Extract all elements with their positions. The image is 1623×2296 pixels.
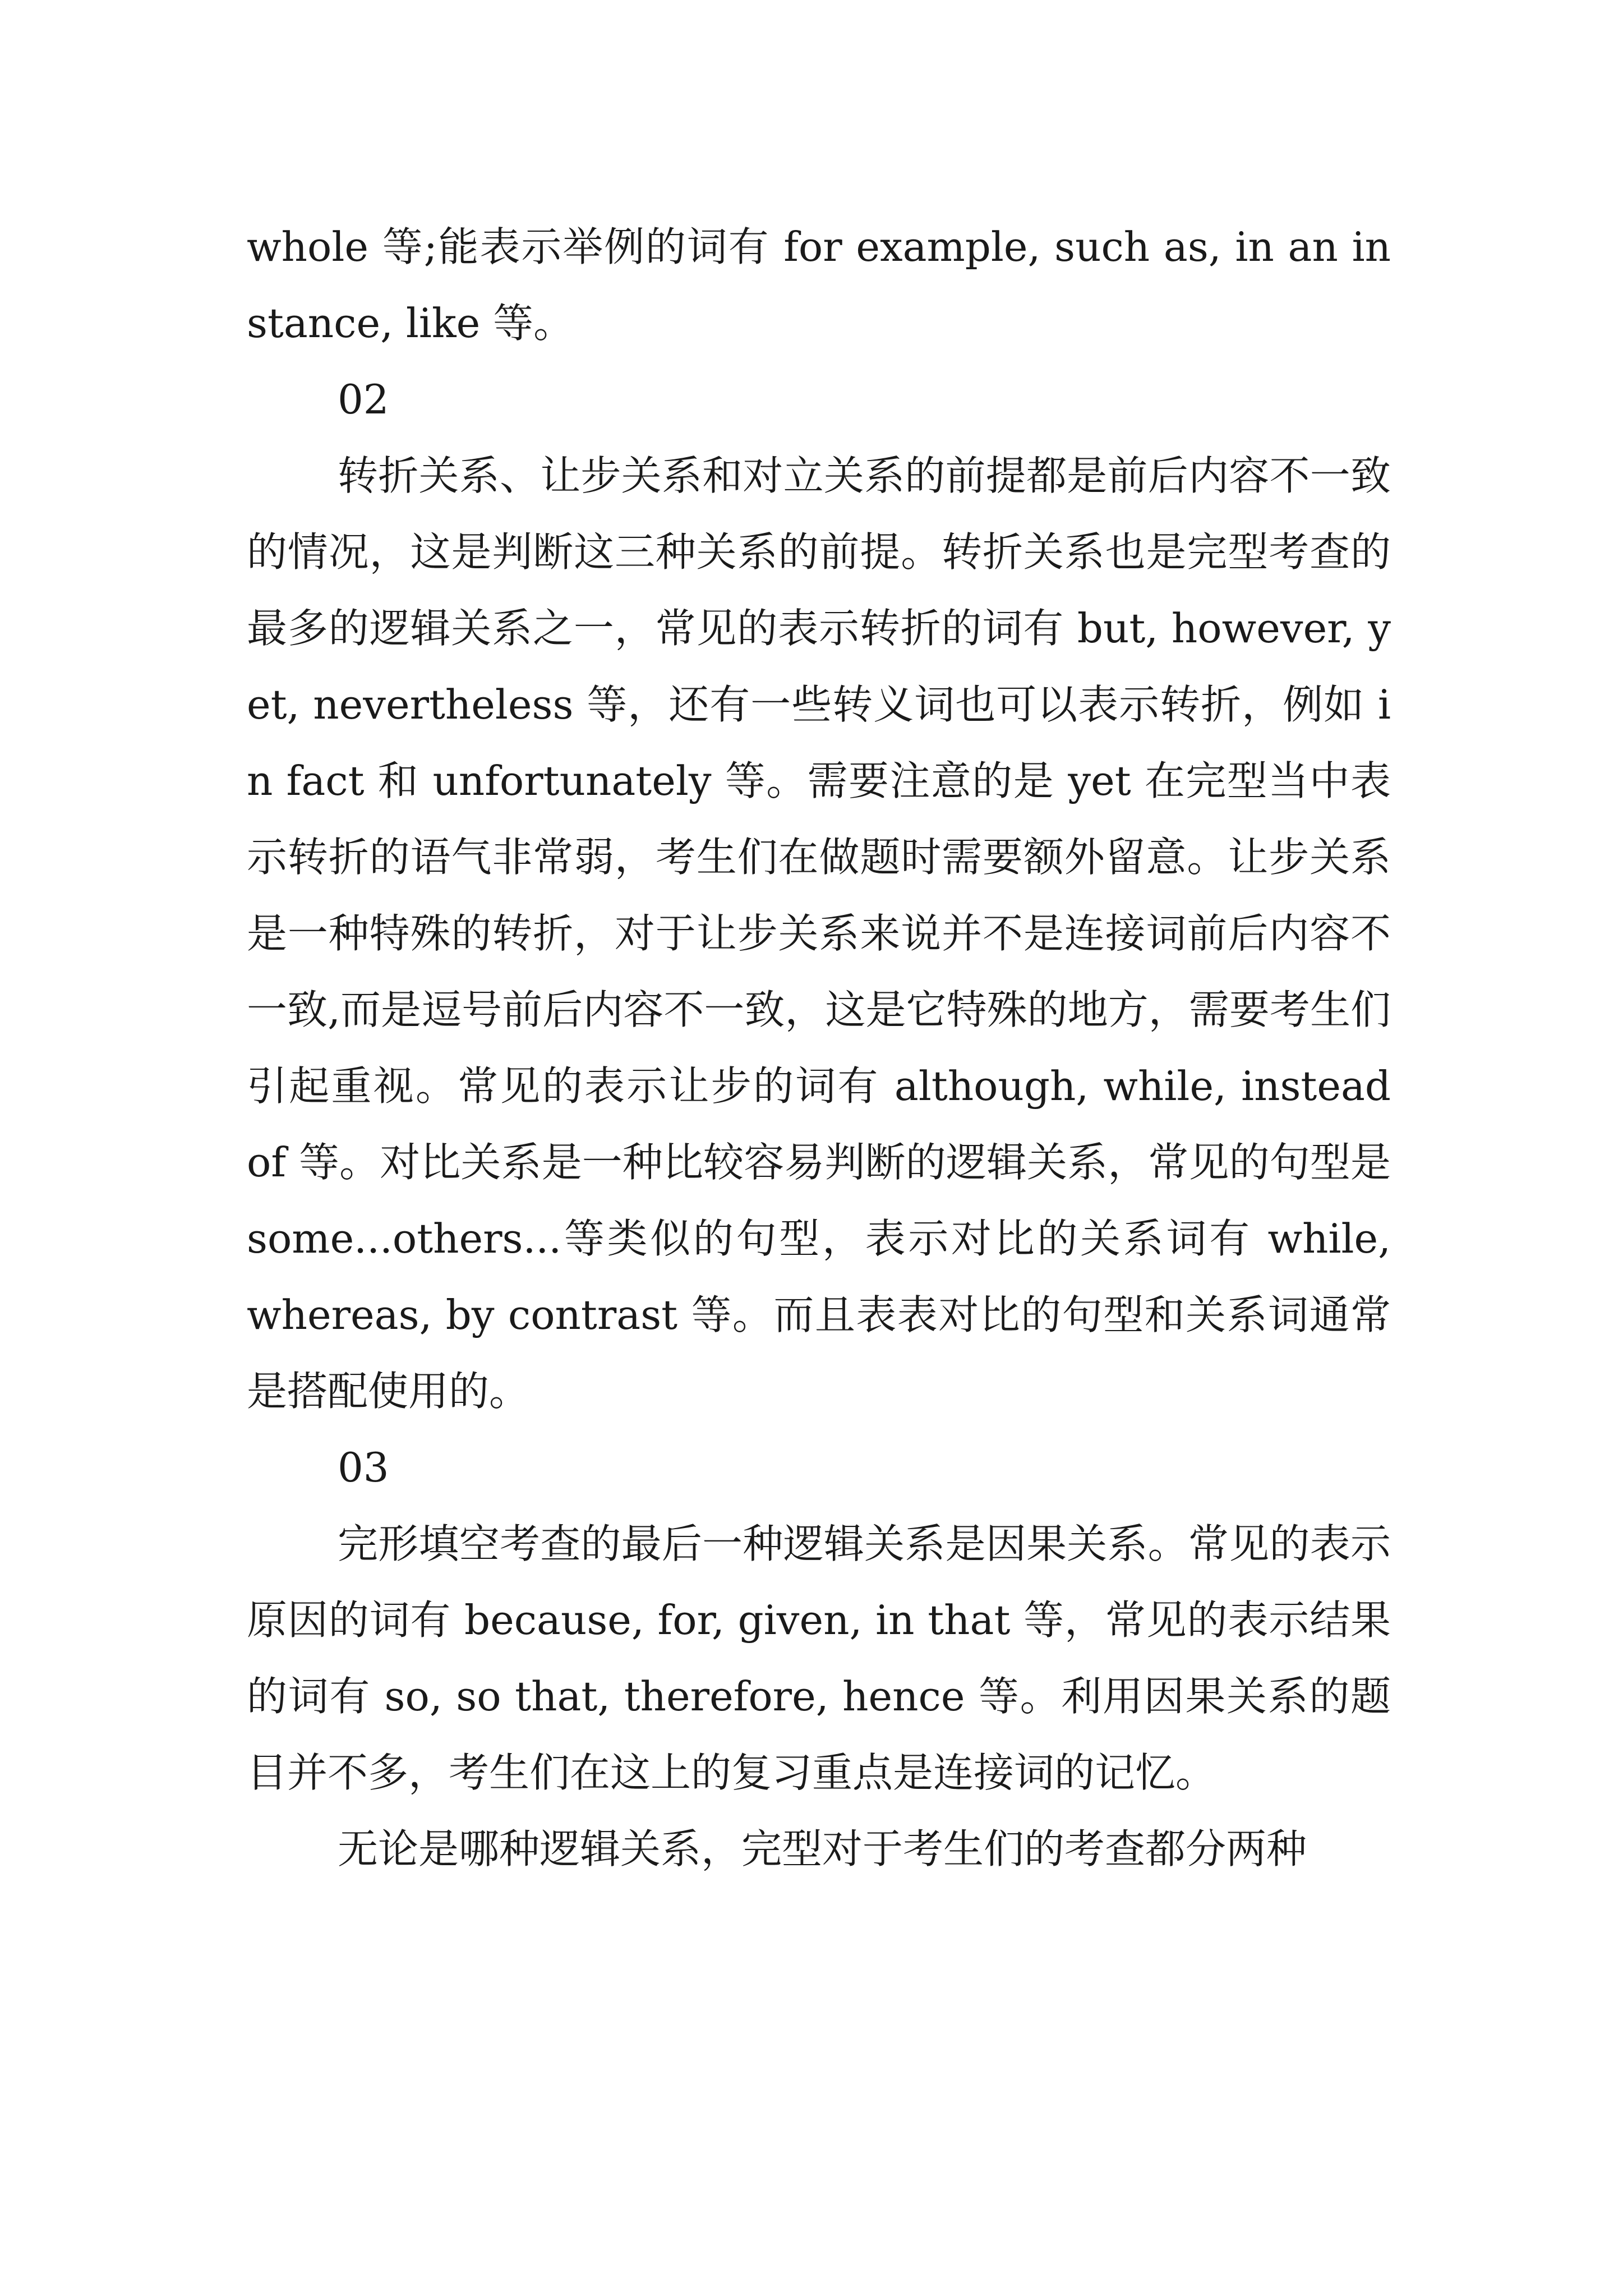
paragraph-closing: 无论是哪种逻辑关系，完型对于考生们的考查都分两种 — [338, 1825, 1307, 1872]
document-body — [247, 209, 1391, 1887]
paragraph-example-words: whole 等;能表示举例的词有 for example, such as, in an instance, like 等。 — [247, 223, 1391, 347]
paragraph-contrast-relations: 转折关系、让步关系和对立关系的前提都是前后内容不一致的情况，这是判断这三种关系的前提。转折关系也是完型考查的最多的逻辑关系之一，常见的表示转折的词有 but, however, yet, nevertheless 等，还有一些转义词也可以表示转折，例如 in fact 和 unfortunately 等。需要注意的是 yet 在完型当中表示转折的语气非常弱，考生们在做题时需要额外留意。让步关系是一种特殊的转折，对于让步关系来说并不是连接词前后内容不一致,而是逗号前后内容不一致，这是它特殊的地方，需要考生们引起重视。常见的表示让步的词有 although, while, instead of 等。对比关系是一种比较容易判断的逻辑关系，常见的句型是 some...others...等类似的句型，表示对比的关系词有 while, whereas, by contrast 等。而且表表对比的句型和关系词通常是搭配使用的。 — [247, 452, 1391, 1415]
paragraph-causal-relations: 完形填空考查的最后一种逻辑关系是因果关系。常见的表示原因的词有 because, for, given, in that 等，常见的表示结果的词有 so, so that, therefore, hence 等。利用因果关系的题目并不多，考生们在这上的复习重点是连接词的记忆。 — [247, 1520, 1391, 1796]
section-number-03: 03 — [338, 1444, 389, 1491]
section-number-02: 02 — [338, 376, 389, 423]
